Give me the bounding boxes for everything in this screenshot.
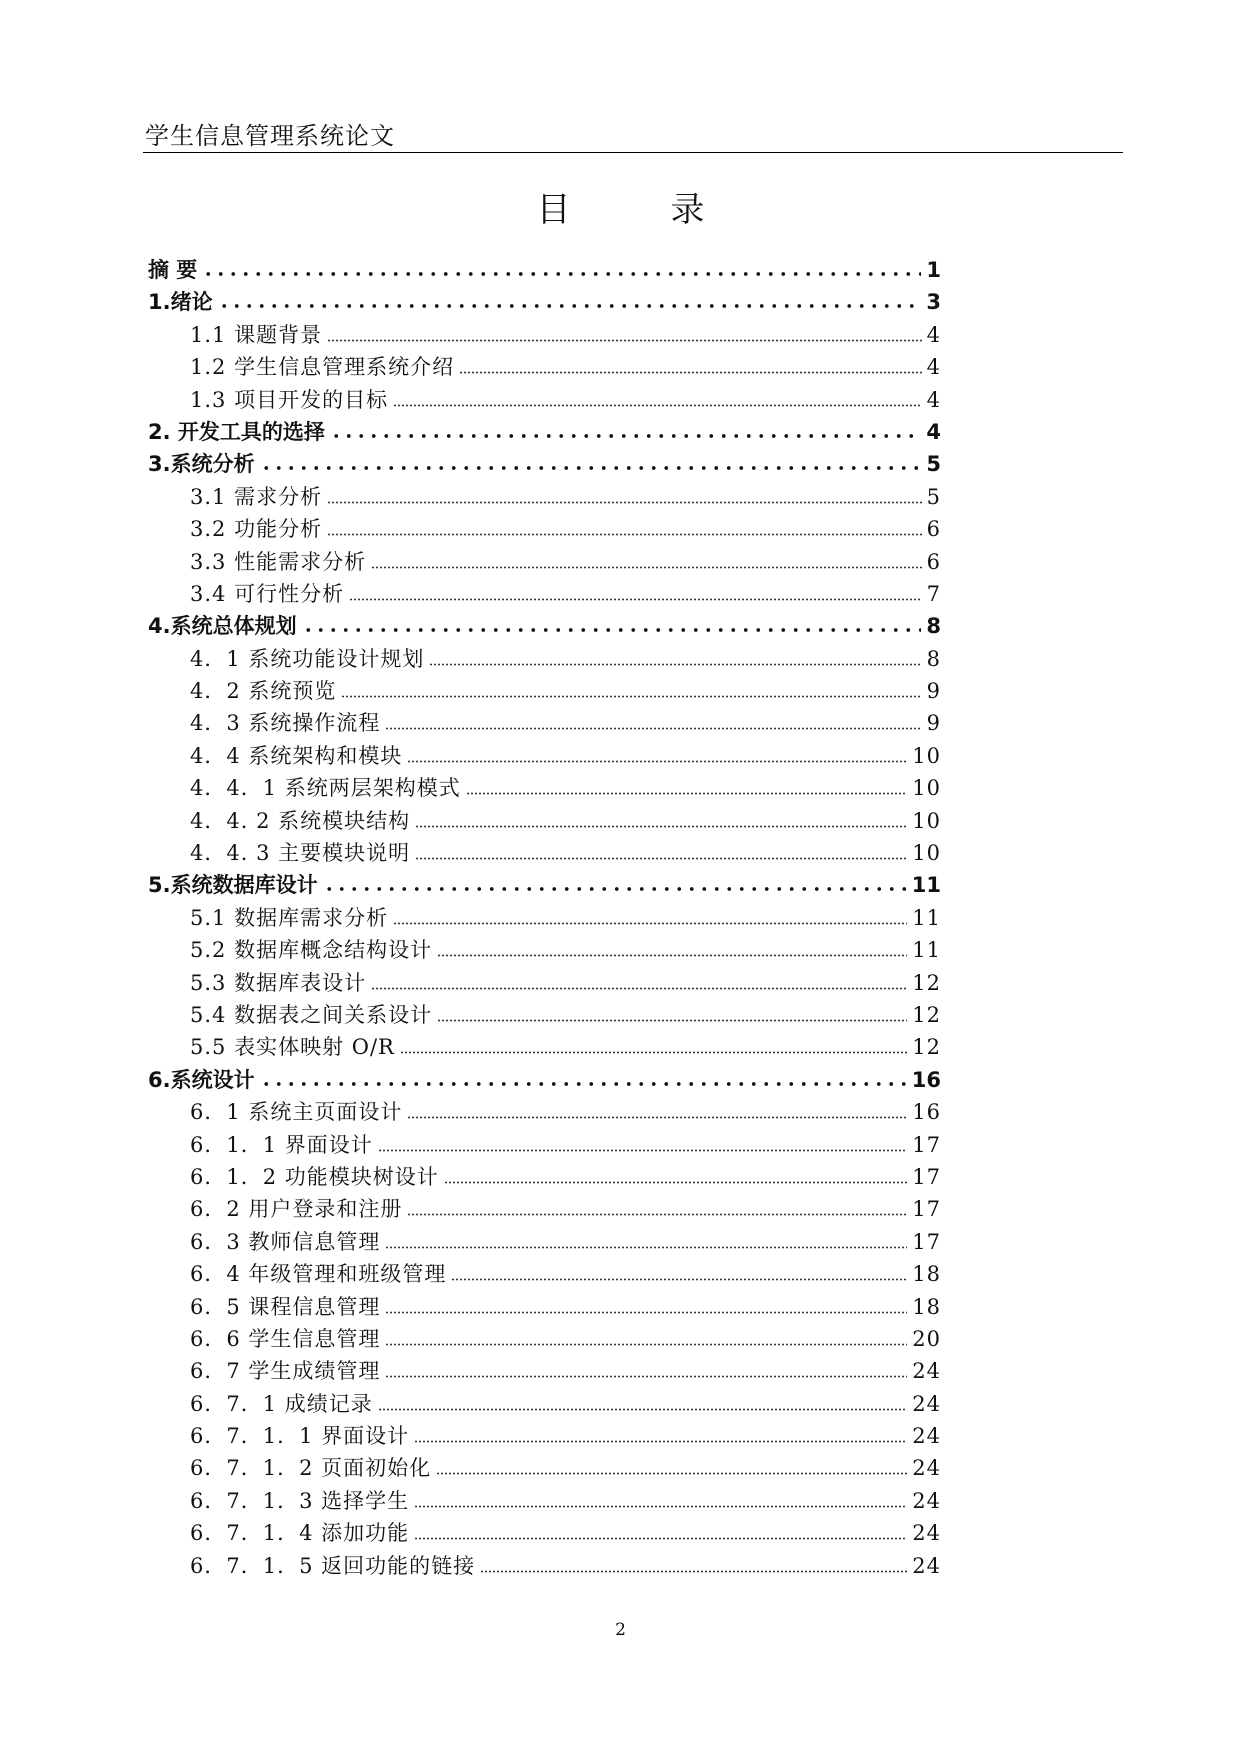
toc-entry-page-number: 9 (926, 679, 941, 704)
toc-entry-label: 6．1 系统主页面设计 (190, 1100, 403, 1125)
toc-entry-page-number: 6 (926, 549, 941, 574)
dot-leader (378, 1390, 908, 1411)
toc-entry-section[interactable] (148, 902, 941, 934)
toc-entry-page-number: 18 (912, 1262, 941, 1287)
toc-entry-chapter[interactable] (148, 286, 941, 318)
toc-entry-section[interactable] (148, 1096, 941, 1128)
dot-leader (480, 1552, 907, 1573)
dot-leader (393, 904, 907, 925)
toc-entry-page-number: 12 (912, 1035, 941, 1060)
toc-entry-section[interactable] (148, 384, 941, 416)
toc-entry-label: 6．7．1．5 返回功能的链接 (190, 1553, 476, 1578)
toc-entry-chapter[interactable] (148, 448, 941, 480)
dot-leader (385, 709, 921, 730)
toc-entry-section[interactable] (148, 1550, 941, 1582)
dot-leader (414, 1519, 907, 1540)
table-of-contents (148, 254, 941, 1582)
dot-leader (260, 450, 922, 471)
dot-leader (444, 1163, 908, 1184)
toc-entry-page-number: 4 (926, 322, 941, 347)
dot-leader (341, 677, 921, 698)
dot-leader (349, 580, 922, 601)
toc-entry-label: 3.2 功能分析 (190, 517, 323, 542)
toc-entry-label: 4.系统总体规划 (148, 614, 297, 639)
toc-entry-page-number: 17 (912, 1197, 941, 1222)
toc-entry-section[interactable] (148, 837, 941, 869)
toc-entry-label: 1.1 课题背景 (190, 322, 323, 347)
toc-entry-label: 4．2 系统预览 (190, 679, 337, 704)
dot-leader (436, 1454, 907, 1475)
toc-entry-page-number: 5 (926, 484, 941, 509)
toc-entry-label: 3.3 性能需求分析 (190, 549, 367, 574)
toc-entry-page-number: 24 (912, 1456, 941, 1481)
dot-leader (459, 353, 922, 374)
toc-entry-section[interactable] (148, 805, 941, 837)
page-number: 2 (615, 1620, 626, 1640)
toc-entry-section[interactable] (148, 1420, 941, 1452)
dot-leader (393, 386, 922, 407)
toc-entry-label: 6．1．2 功能模块树设计 (190, 1164, 439, 1189)
toc-entry-page-number: 8 (926, 646, 941, 671)
toc-entry-page-number: 6 (926, 517, 941, 542)
toc-entry-page-number: 1 (926, 258, 941, 282)
dot-leader (466, 774, 908, 795)
dot-leader (400, 1033, 907, 1054)
toc-entry-section[interactable] (148, 1388, 941, 1420)
toc-entry-section[interactable] (148, 1355, 941, 1387)
toc-entry-page-number: 5 (926, 452, 941, 477)
dot-leader (437, 936, 907, 957)
toc-entry-page-number: 17 (912, 1229, 941, 1254)
toc-entry-label: 6．7．1．4 添加功能 (190, 1521, 410, 1546)
toc-entry-page-number: 17 (912, 1164, 941, 1189)
toc-entry-page-number: 24 (912, 1488, 941, 1513)
toc-entry-label: 5.1 数据库需求分析 (190, 905, 389, 930)
toc-entry-section[interactable] (148, 1258, 941, 1290)
dot-leader (385, 1293, 907, 1314)
toc-entry-label: 1.3 项目开发的目标 (190, 387, 389, 412)
dot-leader (451, 1260, 907, 1281)
dot-leader (407, 1195, 907, 1216)
toc-entry-page-number: 12 (912, 1002, 941, 1027)
toc-entry-label: 4．4. 2 系统模块结构 (190, 808, 411, 833)
toc-entry-label: 5.2 数据库概念结构设计 (190, 938, 433, 963)
toc-entry-section[interactable] (148, 740, 941, 772)
toc-entry-page-number: 8 (926, 614, 941, 639)
toc-entry-section[interactable] (148, 1452, 941, 1484)
toc-entry-label: 6．3 教师信息管理 (190, 1229, 381, 1254)
dot-leader (415, 839, 907, 860)
toc-entry-section[interactable] (148, 578, 941, 610)
toc-entry-section[interactable] (148, 546, 941, 578)
toc-entry-page-number: 24 (912, 1359, 941, 1384)
toc-entry-label: 3.系统分析 (148, 452, 255, 477)
toc-entry-label: 6．2 用户登录和注册 (190, 1197, 403, 1222)
dot-leader (302, 612, 922, 633)
dot-leader (385, 1325, 907, 1346)
dot-leader (327, 515, 922, 536)
toc-entry-label: 6．4 年级管理和班级管理 (190, 1262, 447, 1287)
toc-entry-label: 5.4 数据表之间关系设计 (190, 1002, 433, 1027)
dot-leader (202, 256, 921, 277)
toc-entry-page-number: 24 (912, 1521, 941, 1546)
toc-entry-label: 4．1 系统功能设计规划 (190, 646, 425, 671)
toc-entry-page-number: 3 (926, 290, 941, 315)
toc-entry-chapter[interactable] (148, 254, 941, 286)
toc-entry-label: 6．7．1．3 选择学生 (190, 1488, 410, 1513)
toc-entry-label: 3.1 需求分析 (190, 484, 323, 509)
toc-entry-page-number: 11 (912, 905, 941, 930)
dot-leader (407, 1098, 907, 1119)
toc-entry-section[interactable] (148, 481, 941, 513)
toc-entry-page-number: 18 (912, 1294, 941, 1319)
toc-entry-label: 6．1．1 界面设计 (190, 1132, 373, 1157)
toc-entry-section[interactable] (148, 1193, 941, 1225)
toc-entry-label: 6.系统设计 (148, 1067, 255, 1092)
toc-entry-label: 4．4．1 系统两层架构模式 (190, 776, 461, 801)
toc-entry-page-number: 12 (912, 970, 941, 995)
toc-entry-label: 6．7 学生成绩管理 (190, 1359, 381, 1384)
dot-leader (371, 969, 907, 990)
toc-entry-section[interactable] (148, 1031, 941, 1063)
toc-entry-section[interactable] (148, 1226, 941, 1258)
toc-entry-label: 摘 要 (148, 258, 198, 282)
toc-entry-page-number: 11 (911, 873, 941, 898)
toc-entry-section[interactable] (148, 1485, 941, 1517)
toc-entry-page-number: 10 (912, 808, 941, 833)
toc-entry-label: 6．7．1 成绩记录 (190, 1391, 373, 1416)
toc-entry-page-number: 4 (926, 355, 941, 380)
toc-entry-page-number: 24 (912, 1424, 941, 1449)
toc-entry-label: 5.系统数据库设计 (148, 873, 318, 898)
toc-entry-section[interactable] (148, 319, 941, 351)
toc-entry-section[interactable] (148, 707, 941, 739)
dot-leader (371, 548, 922, 569)
header-rule (143, 152, 1123, 153)
toc-entry-chapter[interactable] (148, 1064, 941, 1096)
toc-entry-section[interactable] (148, 1291, 941, 1323)
toc-entry-section[interactable] (148, 1517, 941, 1549)
toc-entry-section[interactable] (148, 1129, 941, 1161)
toc-entry-section[interactable] (148, 675, 941, 707)
toc-entry-chapter[interactable] (148, 416, 941, 448)
toc-entry-page-number: 16 (912, 1100, 941, 1125)
toc-entry-page-number: 10 (912, 776, 941, 801)
dot-leader (407, 742, 907, 763)
toc-entry-section[interactable] (148, 1161, 941, 1193)
toc-entry-label: 5.5 表实体映射 O/R (190, 1035, 395, 1060)
toc-entry-section[interactable] (148, 934, 941, 966)
toc-entry-section[interactable] (148, 513, 941, 545)
toc-entry-page-number: 20 (912, 1326, 941, 1351)
toc-entry-page-number: 24 (912, 1391, 941, 1416)
toc-entry-section[interactable] (148, 1323, 941, 1355)
toc-entry-label: 3.4 可行性分析 (190, 581, 345, 606)
toc-entry-label: 4．3 系统操作流程 (190, 711, 381, 736)
toc-entry-label: 4．4 系统架构和模块 (190, 743, 403, 768)
toc-entry-page-number: 4 (926, 419, 941, 444)
toc-entry-chapter[interactable] (148, 869, 941, 901)
dot-leader (260, 1066, 907, 1087)
dot-leader (429, 645, 921, 666)
toc-entry-page-number: 17 (912, 1132, 941, 1157)
toc-entry-page-number: 11 (912, 938, 941, 963)
dot-leader (437, 1001, 907, 1022)
toc-entry-label: 5.3 数据库表设计 (190, 970, 367, 995)
toc-title: 目录 (536, 190, 805, 230)
dot-leader (327, 321, 922, 342)
dot-leader (414, 1487, 907, 1508)
toc-entry-section[interactable] (148, 967, 941, 999)
toc-entry-label: 6．7．1．1 界面设计 (190, 1424, 410, 1449)
toc-entry-page-number: 16 (911, 1067, 941, 1092)
dot-leader (414, 1422, 907, 1443)
dot-leader (415, 807, 907, 828)
toc-entry-page-number: 10 (912, 743, 941, 768)
toc-entry-label: 6．5 课程信息管理 (190, 1294, 381, 1319)
dot-leader (385, 1357, 907, 1378)
toc-entry-label: 6．6 学生信息管理 (190, 1326, 381, 1351)
toc-entry-label: 6．7．1．2 页面初始化 (190, 1456, 432, 1481)
toc-entry-label: 2. 开发工具的选择 (148, 419, 325, 444)
toc-entry-label: 1.绪论 (148, 290, 213, 315)
dot-leader (323, 871, 907, 892)
dot-leader (385, 1228, 907, 1249)
dot-leader (330, 418, 921, 439)
toc-entry-section[interactable] (148, 643, 941, 675)
toc-entry-section[interactable] (148, 999, 941, 1031)
dot-leader (327, 483, 922, 504)
running-header: 学生信息管理系统论文 (145, 122, 395, 150)
toc-entry-page-number: 7 (926, 581, 941, 606)
toc-entry-label: 1.2 学生信息管理系统介绍 (190, 355, 455, 380)
toc-entry-page-number: 24 (912, 1553, 941, 1578)
toc-entry-page-number: 9 (926, 711, 941, 736)
toc-entry-label: 4．4. 3 主要模块说明 (190, 841, 411, 866)
toc-entry-page-number: 10 (912, 841, 941, 866)
dot-leader (378, 1131, 908, 1152)
toc-entry-section[interactable] (148, 351, 941, 383)
toc-entry-chapter[interactable] (148, 610, 941, 642)
dot-leader (218, 288, 922, 309)
toc-entry-section[interactable] (148, 772, 941, 804)
toc-entry-page-number: 4 (926, 387, 941, 412)
